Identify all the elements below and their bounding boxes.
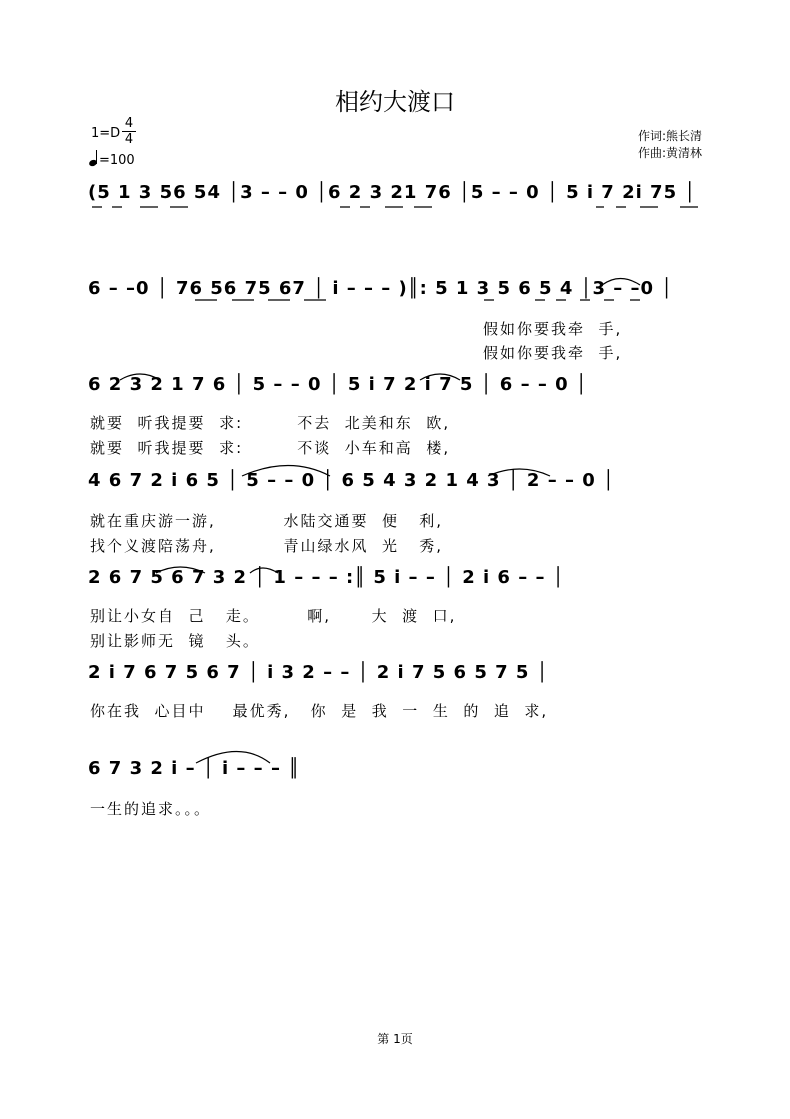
lyric-line: 你在我 心目中 最优秀, 你 是 我 一 生 的 追 求, — [90, 702, 549, 720]
lyric-line: 假如你要我牵 手, — [483, 344, 623, 362]
lyric-line: 别让影师无 镜 头。 — [90, 632, 260, 650]
lyric-line: 别让小女自 己 走。 啊, 大 渡 口, — [90, 607, 457, 625]
page-number: 第 1页 — [377, 1032, 413, 1046]
lyric-line: 就要 听我提要 求: 不谈 小车和高 楼, — [90, 439, 451, 457]
notation-system-4: 4 6 7 2 i 6 5 │ 5 – – 0 │ 6 5 4 3 2 1 4 3 │ 2 – – 0 │ — [88, 470, 615, 491]
lyric-line: 就要 听我提要 求: 不去 北美和东 欧, — [90, 414, 451, 432]
slur-arc — [242, 466, 330, 477]
slur-arc — [156, 567, 205, 573]
notation-system-2: 6 – –0 │ 76 56 75 67 │ i – – – )║: 5 1 3 5 6 5 4 │3 – –0 │ — [88, 278, 674, 299]
slur-arc — [120, 374, 160, 380]
slur-arc — [488, 469, 550, 476]
key-signature: 1=D — [91, 126, 121, 141]
lyric-line: 一生的追求。。。 — [90, 800, 212, 818]
slur-arc — [196, 752, 270, 764]
lyric-line: 就在重庆游一游, 水陆交通要 便 利, — [90, 512, 444, 530]
notation-system-6: 2 i 7 6 7 5 6 7 │ i 3 2 – – │ 2 i 7 5 6 5 7 5 │ — [88, 662, 549, 683]
lyric-line: 假如你要我牵 手, — [483, 320, 623, 338]
lyricist-credit: 作词:熊长清 — [638, 129, 703, 143]
slur-arc — [420, 374, 460, 380]
notation-system-5: 2 6 7 5 6 7 3 2 │ 1 – – – :║ 5 i – – │ 2 i 6 – – │ — [88, 567, 565, 588]
tempo-value: =100 — [99, 153, 135, 168]
song-title: 相约大渡口 — [335, 88, 455, 116]
notation-system-3: 6 2 3 2 1 7 6 │ 5 – – 0 │ 5 i 7 2 i 7 5 │ 6 – – 0 │ — [88, 374, 588, 395]
lyric-line: 找个义渡陪荡舟, 青山绿水风 光 秀, — [90, 537, 444, 555]
notation-system-1: (5 1 3 56 54 │3 – – 0 │6 2 3 21 76 │5 – – 0 │ 5 i 7 2i 75 │ — [88, 182, 697, 203]
notation-system-7: 6 7 3 2 i – │ i – – – ║ — [88, 758, 301, 779]
slur-arc — [602, 279, 640, 286]
composer-credit: 作曲:黄清林 — [638, 146, 703, 160]
time-signature-top: 4 — [124, 116, 134, 131]
time-signature-bottom: 4 — [122, 131, 136, 147]
slur-arc — [250, 568, 278, 573]
